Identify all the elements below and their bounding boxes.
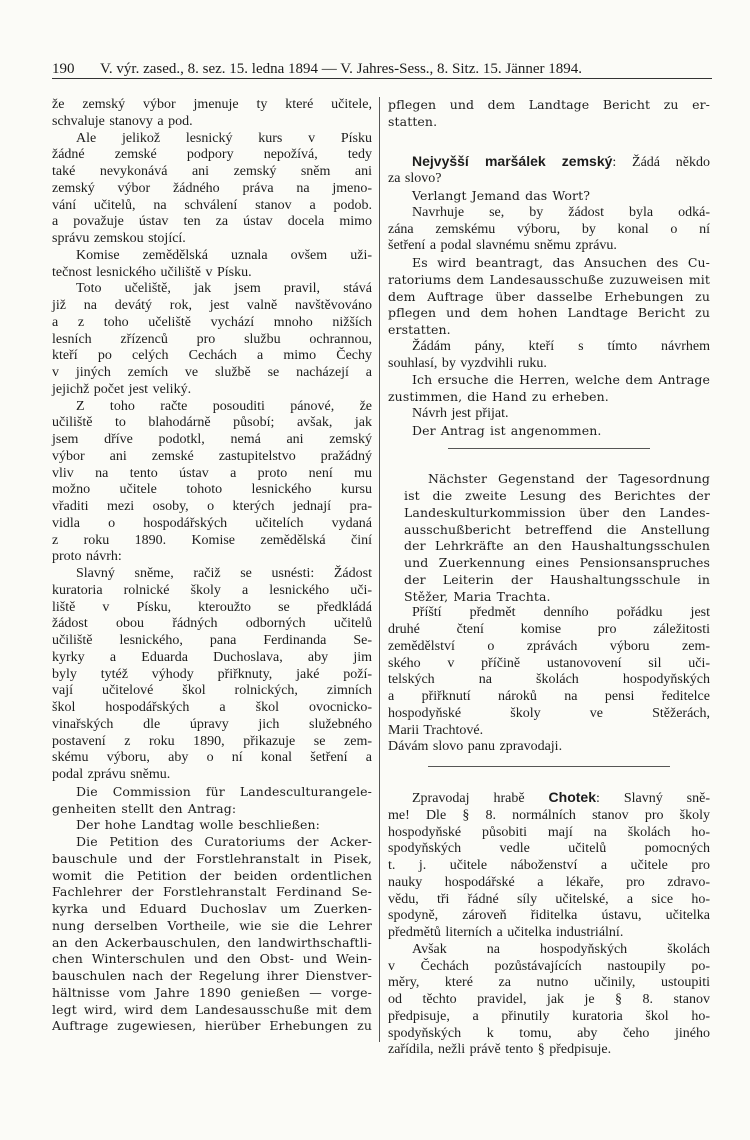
text-line: ist die zweite Lesung des Berichtes der bbox=[404, 488, 710, 503]
paragraph bbox=[388, 789, 710, 942]
text-line: nung derselben Vortheile, wie sie die Lehrer bbox=[52, 917, 372, 933]
text-line: zařídila, nežli právě tento § předpisuje. bbox=[388, 1042, 612, 1058]
text-line: výbor ani zemské zastupitelstvo pražádný bbox=[52, 448, 372, 464]
text-line: vědu, tři řádné síly učitelské, a sice ho- bbox=[388, 891, 710, 907]
text-line: postavení z roku 1890, přikazuje se zem- bbox=[52, 733, 372, 749]
header-title: V. výr. zased., 8. sez. 15. ledna 1894 — V. Jahres-Sess., 8. Sitz. 15. Jänner 1894. bbox=[100, 61, 583, 77]
text-line: Landeskulturkommission über den Landes- bbox=[404, 504, 710, 520]
text-line: pflegen und dem Landtage Bericht zu er- bbox=[388, 97, 710, 112]
text-line: předpisuje, a přinutily kuratoria škol ho- bbox=[388, 1008, 710, 1024]
text-line: Fachlehrer der Forstlehranstalt Ferdinand Se- bbox=[52, 884, 372, 900]
text-line: hospodyňské působiti mají na školách ho- bbox=[388, 824, 710, 840]
speaker-name: Chotek bbox=[548, 789, 596, 805]
text-line: druhé čtení komise pro záležitosti bbox=[388, 622, 710, 637]
running-header bbox=[52, 56, 712, 79]
text-line: vliv na tento ústav a proto není mu bbox=[52, 465, 372, 481]
text-line: kuratoria rolnické školy a lesnického uči- bbox=[52, 582, 372, 598]
text-line: v Čechách pozůstávajících nastoupily po- bbox=[388, 958, 710, 974]
text-line: zustimmen, die Hand zu erheben. bbox=[388, 389, 609, 404]
text-line: me! Dle § 8. normálních stanov pro školy bbox=[388, 807, 710, 823]
text-line: vání učitelů, na schválení stanov a podob. bbox=[52, 197, 372, 213]
text-line bbox=[388, 789, 710, 808]
text-line: kyrka und Eduard Duchoslav um Zuerken- bbox=[52, 901, 372, 916]
text-line: měry, které za nutno učinily, ustoupiti bbox=[388, 975, 710, 991]
text-line: schvaluje stanovy a pod. bbox=[52, 113, 193, 129]
text-line: učiliště to blahodárně působí; avšak, jak bbox=[52, 415, 372, 431]
paragraph bbox=[388, 255, 710, 339]
text-line: správu zemskou stojící. bbox=[52, 231, 186, 246]
text-line: Der hohe Landtag wolle beschließen: bbox=[76, 817, 320, 833]
paragraph bbox=[388, 97, 710, 131]
text-line: proto návrh: bbox=[52, 549, 122, 565]
text-line: Die Commission für Landesculturangele- bbox=[76, 783, 372, 799]
text-line: Z toho račte posouditi pánové, že bbox=[76, 398, 372, 414]
text-line: žádost obou řádných odborných učitelů bbox=[52, 616, 372, 632]
text-segment: Zpravodaj hrabě bbox=[412, 791, 549, 806]
text-line: Es wird beantragt, das Ansuchen des Cu- bbox=[412, 255, 710, 270]
right-column bbox=[388, 97, 710, 1059]
text-line: jejichž počet jest veliký. bbox=[52, 381, 192, 397]
text-line: a přiřknutí nároků na pensi ředitelce bbox=[388, 689, 710, 704]
text-line: Der Antrag ist angenommen. bbox=[412, 422, 602, 438]
text-line: statten. bbox=[388, 113, 438, 129]
paragraph bbox=[52, 248, 372, 282]
text-line: zána zemskému výboru, by konal o ní bbox=[388, 221, 710, 237]
text-line: bauschule und der Forstlehranstalt in Pisek, bbox=[52, 850, 372, 866]
text-line: možno učitele tohoto lesnického kursu bbox=[52, 482, 372, 498]
text-line: žádné zemské podpory nepožívá, tedy bbox=[52, 147, 372, 163]
text-line: kteří po celých Cechách a mimo Čechy bbox=[52, 348, 372, 364]
paragraph bbox=[388, 188, 710, 205]
paragraph bbox=[52, 399, 372, 567]
paragraph bbox=[52, 817, 372, 834]
paragraph bbox=[388, 423, 710, 440]
text-line: ratoriums dem Landesausschuße zuzuweisen mit bbox=[388, 271, 710, 287]
text-line: Ich ersuche die Herren, welche dem Antrage bbox=[412, 372, 710, 388]
text-line: Navrhuje se, by žádost byla odká- bbox=[412, 204, 710, 220]
text-line: nauky hospodářské a lékaře, pro zdravo- bbox=[388, 874, 710, 890]
text-line: der Leiterin der Haushaltungsschule in bbox=[404, 571, 710, 587]
text-line: dem Auftrage über dasselbe Erhebungen zu bbox=[388, 288, 710, 304]
text-line: Dávám slovo panu zpravodaji. bbox=[388, 739, 563, 755]
text-line: telských na školách hospodyňských bbox=[388, 672, 710, 688]
text-line: legt wird, wird dem Landesausschuße mit dem bbox=[52, 1001, 372, 1017]
text-line: souhlasí, by vyzdvihli ruku. bbox=[388, 355, 547, 371]
text-line: Žádám pány, kteří s tímto návrhem bbox=[412, 338, 710, 354]
text-line: byly tytéž výhody přiřknuty, jaké poží- bbox=[52, 666, 372, 682]
paragraph bbox=[388, 942, 710, 1059]
paragraph bbox=[388, 372, 710, 406]
text-line: genheiten stellt den Antrag: bbox=[52, 800, 237, 816]
text-line: Die Petition des Curatoriums der Acker- bbox=[76, 834, 372, 849]
text-line: Toto učeliště, jak jsem pravil, stává bbox=[76, 281, 372, 297]
text-line: hospodyňské školy ve Stěžerách, bbox=[388, 705, 710, 721]
text-line: a z toho učeliště vychází mnoho nižších bbox=[52, 314, 372, 330]
paragraph bbox=[388, 406, 710, 423]
text-line: an den Ackerbauschulen, den landwirthschaftli- bbox=[52, 934, 372, 950]
paragraph bbox=[52, 566, 372, 784]
text-line: od těchto pravidel, jak je § 8. stanov bbox=[388, 992, 710, 1007]
text-line: podal zprávu sněmu. bbox=[52, 767, 171, 782]
paragraph bbox=[52, 784, 372, 818]
text-line: Avšak na hospodyňských školách bbox=[412, 941, 710, 957]
column-divider bbox=[379, 97, 380, 1042]
text-line: spodyňských k tomu, aby čeho jiného bbox=[388, 1025, 710, 1041]
text-line: bauschulen nach der Regelung ihrer Dienstver- bbox=[52, 968, 372, 983]
paragraph bbox=[388, 339, 710, 373]
text-line: také nevykonává ani zemský sněm ani bbox=[52, 164, 372, 179]
text-line: ausschußbericht betreffend die Anstellung bbox=[404, 521, 710, 537]
left-column bbox=[52, 97, 372, 1035]
text-segment: : Slavný sně- bbox=[595, 791, 710, 806]
text-line: Návrh jest přijat. bbox=[412, 405, 509, 421]
text-line: tečnost lesnického učiliště v Písku. bbox=[52, 264, 252, 280]
paragraph bbox=[388, 605, 710, 739]
text-line: spodyně, zároveň řiditelka ústavu, učitelka bbox=[388, 908, 710, 924]
text-line bbox=[388, 153, 710, 172]
text-line: hältnisse vom Jahre 1890 genießen — vorge- bbox=[52, 984, 372, 1000]
text-line: lesních zřízenců pro službu ochrannou, bbox=[52, 331, 372, 347]
paragraph bbox=[52, 834, 372, 1035]
text-line: Verlangt Jemand das Wort? bbox=[412, 188, 591, 203]
text-line: t. j. učitele náboženství a učitele pro bbox=[388, 858, 710, 873]
text-line: Nächster Gegenstand der Tagesordnung bbox=[428, 471, 710, 487]
text-line: chen Winterschulen und den Obst- und Wein- bbox=[52, 951, 372, 967]
text-line: z roku 1890. Komise zemědělská činí bbox=[52, 532, 372, 548]
text-line: pflegen und dem hohen Landtage Bericht zu bbox=[388, 305, 710, 321]
text-segment: : Žádá někdo bbox=[612, 154, 710, 170]
paragraph bbox=[52, 281, 372, 398]
text-line: kyrky a Eduarda Duchoslava, aby jim bbox=[52, 649, 372, 665]
text-line: womit die Petition der beiden ordentlichen bbox=[52, 867, 372, 883]
text-line: vřaditi mezi osoby, o kterých jednají pra- bbox=[52, 499, 372, 514]
text-line: und Zuerkennung eines Pensionsanspruches bbox=[404, 555, 710, 570]
text-line: Příští předmět denního pořádku jest bbox=[412, 605, 710, 621]
section-rule bbox=[448, 448, 650, 449]
text-line: spodyňských vedle učitelů pomocných bbox=[388, 841, 710, 857]
text-line: Marii Trachtové. bbox=[388, 722, 484, 738]
text-line: již na devátý rok, jest valně navštěvováno bbox=[52, 298, 372, 313]
section-rule bbox=[428, 766, 670, 767]
paragraph bbox=[388, 739, 710, 756]
text-line: erstatten. bbox=[388, 322, 451, 337]
text-line: škol hospodářských a škol ovocnicko- bbox=[52, 700, 372, 715]
text-line: šetření a podal slavnému sněmu zprávu. bbox=[388, 238, 617, 254]
text-line: učiliště lesnického, pana Ferdinanda Se- bbox=[52, 633, 372, 648]
text-line: Slavný sněme, račiž se usnésti: Žádost bbox=[76, 566, 372, 581]
text-line: vinařských dle úpravy jich služebného bbox=[52, 716, 372, 732]
text-line: liště v Písku, kteroužto se předkládá bbox=[52, 599, 372, 615]
text-line: skému výboru, aby o ní konal šetření a bbox=[52, 750, 372, 766]
text-line: předmětů literních a učitelka industriální. bbox=[388, 925, 624, 940]
text-line: vají učitelové škol rolnických, zimních bbox=[52, 683, 372, 699]
paragraph bbox=[52, 131, 372, 248]
paragraph bbox=[52, 97, 372, 131]
page-number: 190 bbox=[52, 61, 75, 77]
text-line: Komise zemědělská uznala ovšem uži- bbox=[76, 247, 372, 263]
text-line: že zemský výbor jmenuje ty které učitele, bbox=[52, 97, 372, 112]
text-line: Stěžer, Maria Trachta. bbox=[404, 588, 551, 604]
text-line: vidla o hospodářských učitelích vydaná bbox=[52, 515, 372, 531]
text-line: a považuje ústav ten za ústav docela mimo bbox=[52, 214, 372, 230]
text-line: der Lehrkräfte an den Haushaltungsschulen bbox=[404, 538, 710, 554]
paragraph bbox=[388, 205, 710, 255]
speaker-name: Nejvyšší maršálek zemský bbox=[412, 152, 613, 169]
text-line: zemský výbor žádného práva na jmeno- bbox=[52, 180, 372, 196]
text-line: zemědělství o zprávách výboru zem- bbox=[388, 638, 710, 654]
paragraph bbox=[388, 153, 710, 189]
text-line: Ale jelikož lesnický kurs v Písku bbox=[76, 130, 372, 146]
text-line: za slovo? bbox=[388, 171, 442, 187]
text-line: Auftrage zugewiesen, hierüber Erhebungen zu bbox=[52, 1018, 372, 1034]
text-line: v jiných zemích ve službě se nacházejí a bbox=[52, 365, 372, 380]
text-line: ského v příčině ustanovovení sil uči- bbox=[388, 655, 710, 671]
text-line: jsem dříve podotkl, nemá ani zemský bbox=[52, 432, 372, 447]
paragraph bbox=[388, 471, 710, 605]
